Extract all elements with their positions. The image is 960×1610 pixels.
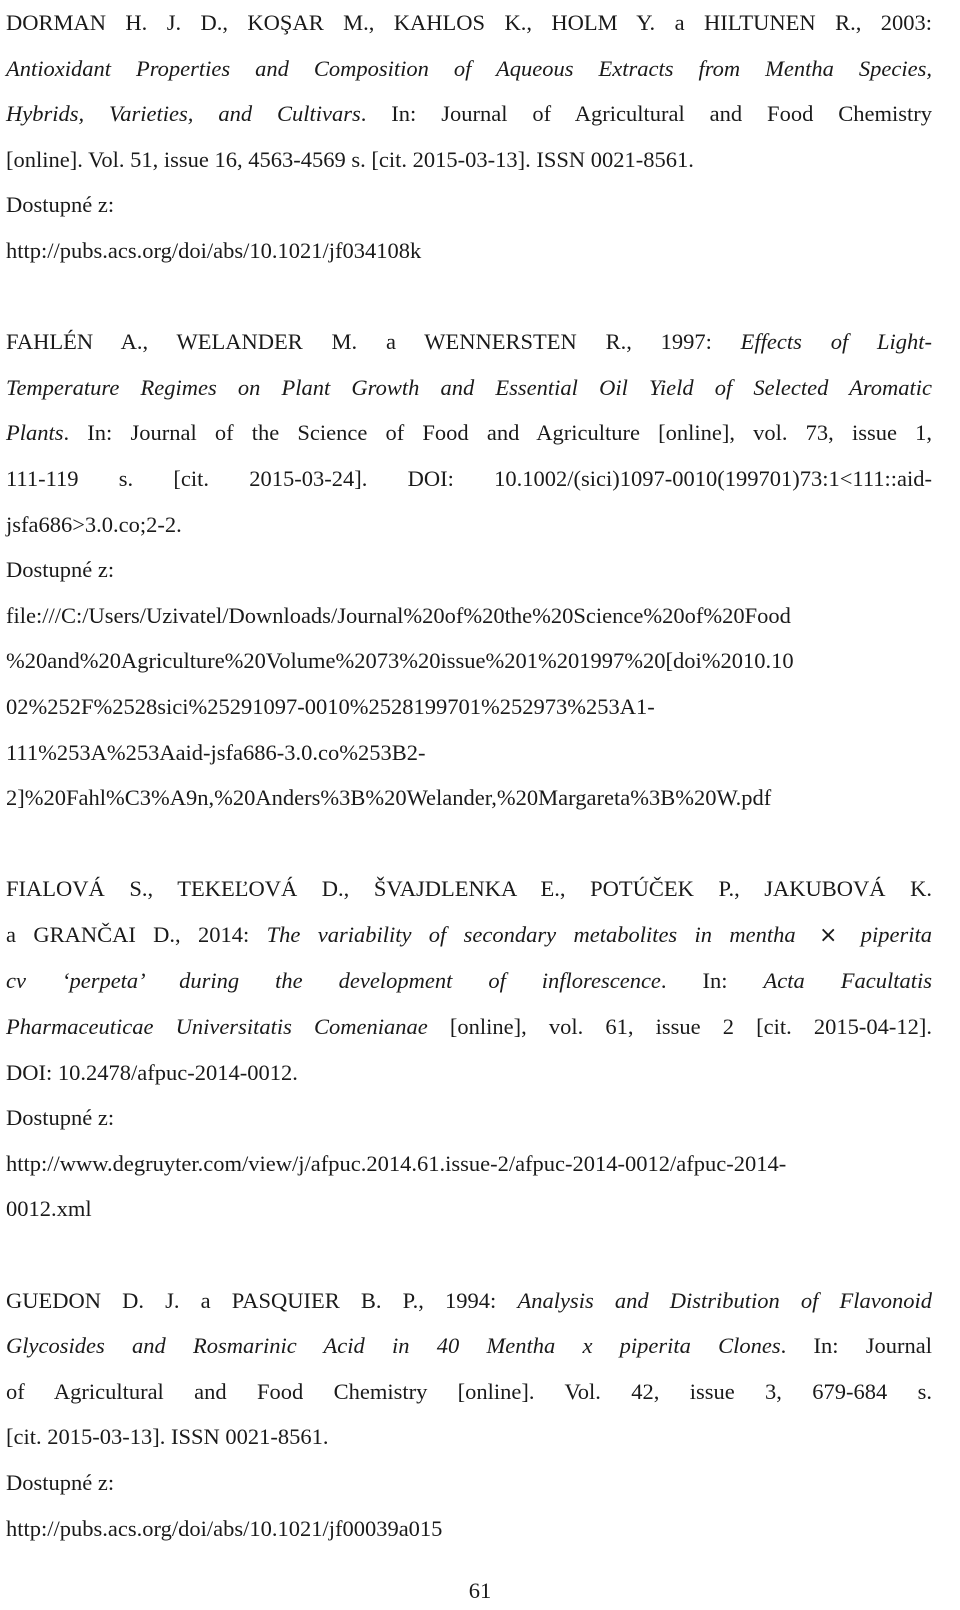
- entry-spacer: [6, 1232, 932, 1278]
- reference-text: FAHLÉN A., WELANDER M. a WENNERSTEN R., 1997:: [6, 329, 741, 355]
- reference-line: [6, 1004, 932, 1050]
- reference-line: 0012.xml: [6, 1196, 92, 1222]
- reference-line: [6, 912, 932, 959]
- entry-spacer: [6, 274, 932, 320]
- reference-line: 111-119 s. [cit. 2015-03-24]. DOI: 10.1002/(sici)1097-0010(199701)73:1<111::aid-: [6, 465, 932, 491]
- reference-entry: [6, 866, 932, 1232]
- reference-line: FIALOVÁ S., TEKEĽOVÁ D., ŠVAJDLENKA E., POTÚČEK P., JAKUBOVÁ K.: [6, 876, 932, 902]
- reference-line: 2]%20Fahl%C3%A9n,%20Anders%3B%20Welander,%20Margareta%3B%20W.pdf: [6, 785, 772, 811]
- reference-line: file:///C:/Users/Uzivatel/Downloads/Journal%20of%20the%20Science%20of%20Food: [6, 602, 791, 628]
- italic-title-text: cv ‘perpeta’ during the development of inflorescence: [6, 968, 661, 994]
- reference-text: a GRANČAI D., 2014:: [6, 921, 267, 947]
- italic-title-text: Antioxidant Properties and Composition of Aqueous Extracts from Mentha Species,: [6, 55, 932, 81]
- reference-text: . In: Journal: [780, 1333, 932, 1359]
- reference-line: 111%253A%253Aaid-jsfa686-3.0.co%253B2-: [6, 739, 426, 765]
- italic-title-text: Glycosides and Rosmarinic Acid in 40 Mentha x piperita Clones: [6, 1333, 781, 1359]
- reference-line: Dostupné z:: [6, 192, 115, 218]
- reference-line: [online]. Vol. 51, issue 16, 4563-4569 s. [cit. 2015-03-13]. ISSN 0021-8561.: [6, 146, 694, 172]
- reference-line: %20and%20Agriculture%20Volume%2073%20issue%201%201997%20[doi%2010.10: [6, 648, 794, 674]
- reference-line: [6, 319, 932, 365]
- reference-entry: [6, 0, 932, 274]
- reference-line: [6, 958, 932, 1004]
- reference-text: . In: Journal of Agricultural and Food Chemistry: [360, 101, 932, 127]
- reference-line: http://pubs.acs.org/doi/abs/10.1021/jf00039a015: [6, 1515, 443, 1541]
- reference-text: [online], vol. 61, issue 2 [cit. 2015-04-12].: [427, 1014, 932, 1040]
- reference-line: of Agricultural and Food Chemistry [online]. Vol. 42, issue 3, 679-684 s.: [6, 1378, 932, 1404]
- reference-line: 02%252F%2528sici%25291097-0010%2528199701%252973%253A1-: [6, 693, 655, 719]
- reference-line: [6, 46, 932, 92]
- times-symbol: ×: [818, 922, 838, 948]
- reference-line: http://pubs.acs.org/doi/abs/10.1021/jf034108k: [6, 237, 422, 263]
- italic-title-text: Hybrids, Varieties, and Cultivars: [6, 101, 361, 127]
- reference-line: jsfa686>3.0.co;2-2.: [6, 511, 182, 537]
- reference-text: GUEDON D. J. a PASQUIER B. P., 1994:: [6, 1287, 518, 1313]
- reference-line: [6, 1278, 932, 1324]
- reference-line: DORMAN H. J. D., KOŞAR M., KAHLOS K., HOLM Y. a HILTUNEN R., 2003:: [6, 10, 932, 35]
- reference-line: Dostupné z:: [6, 1105, 115, 1131]
- page-number: 61: [468, 1578, 492, 1603]
- reference-line: http://www.degruyter.com/view/j/afpuc.2014.61.issue-2/afpuc-2014-0012/afpuc-2014-: [6, 1150, 787, 1176]
- italic-title-text: Effects of Light-: [740, 329, 932, 355]
- italic-title-text: Acta Facultatis: [763, 968, 932, 994]
- italic-title-text: Temperature Regimes on Plant Growth and Essential Oil Yield of Selected Aromatic: [6, 374, 932, 400]
- italic-title-text: Plants: [6, 420, 64, 446]
- entry-spacer: [6, 821, 932, 867]
- italic-title-text: The variability of secondary metabolites in mentha: [266, 921, 813, 947]
- italic-title-text: Analysis and Distribution of Flavonoid: [517, 1287, 933, 1313]
- reference-line: [6, 1323, 932, 1369]
- reference-line: [cit. 2015-03-13]. ISSN 0021-8561.: [6, 1424, 329, 1450]
- italic-title-text: piperita: [843, 921, 932, 947]
- reference-line: DOI: 10.2478/afpuc-2014-0012.: [6, 1059, 298, 1085]
- reference-line: [6, 410, 932, 456]
- reference-entry: [6, 319, 932, 821]
- reference-line: [6, 91, 932, 137]
- reference-line: Dostupné z:: [6, 557, 115, 583]
- reference-text: . In: Journal of the Science of Food and Agriculture [online], vol. 73, issue 1,: [63, 420, 932, 446]
- reference-text: . In:: [660, 968, 764, 994]
- reference-entry: [6, 1278, 932, 1552]
- reference-list: [6, 0, 932, 1551]
- reference-line: Dostupné z:: [6, 1470, 115, 1495]
- italic-title-text: Pharmaceuticae Universitatis Comenianae: [6, 1014, 428, 1040]
- reference-line: [6, 365, 932, 411]
